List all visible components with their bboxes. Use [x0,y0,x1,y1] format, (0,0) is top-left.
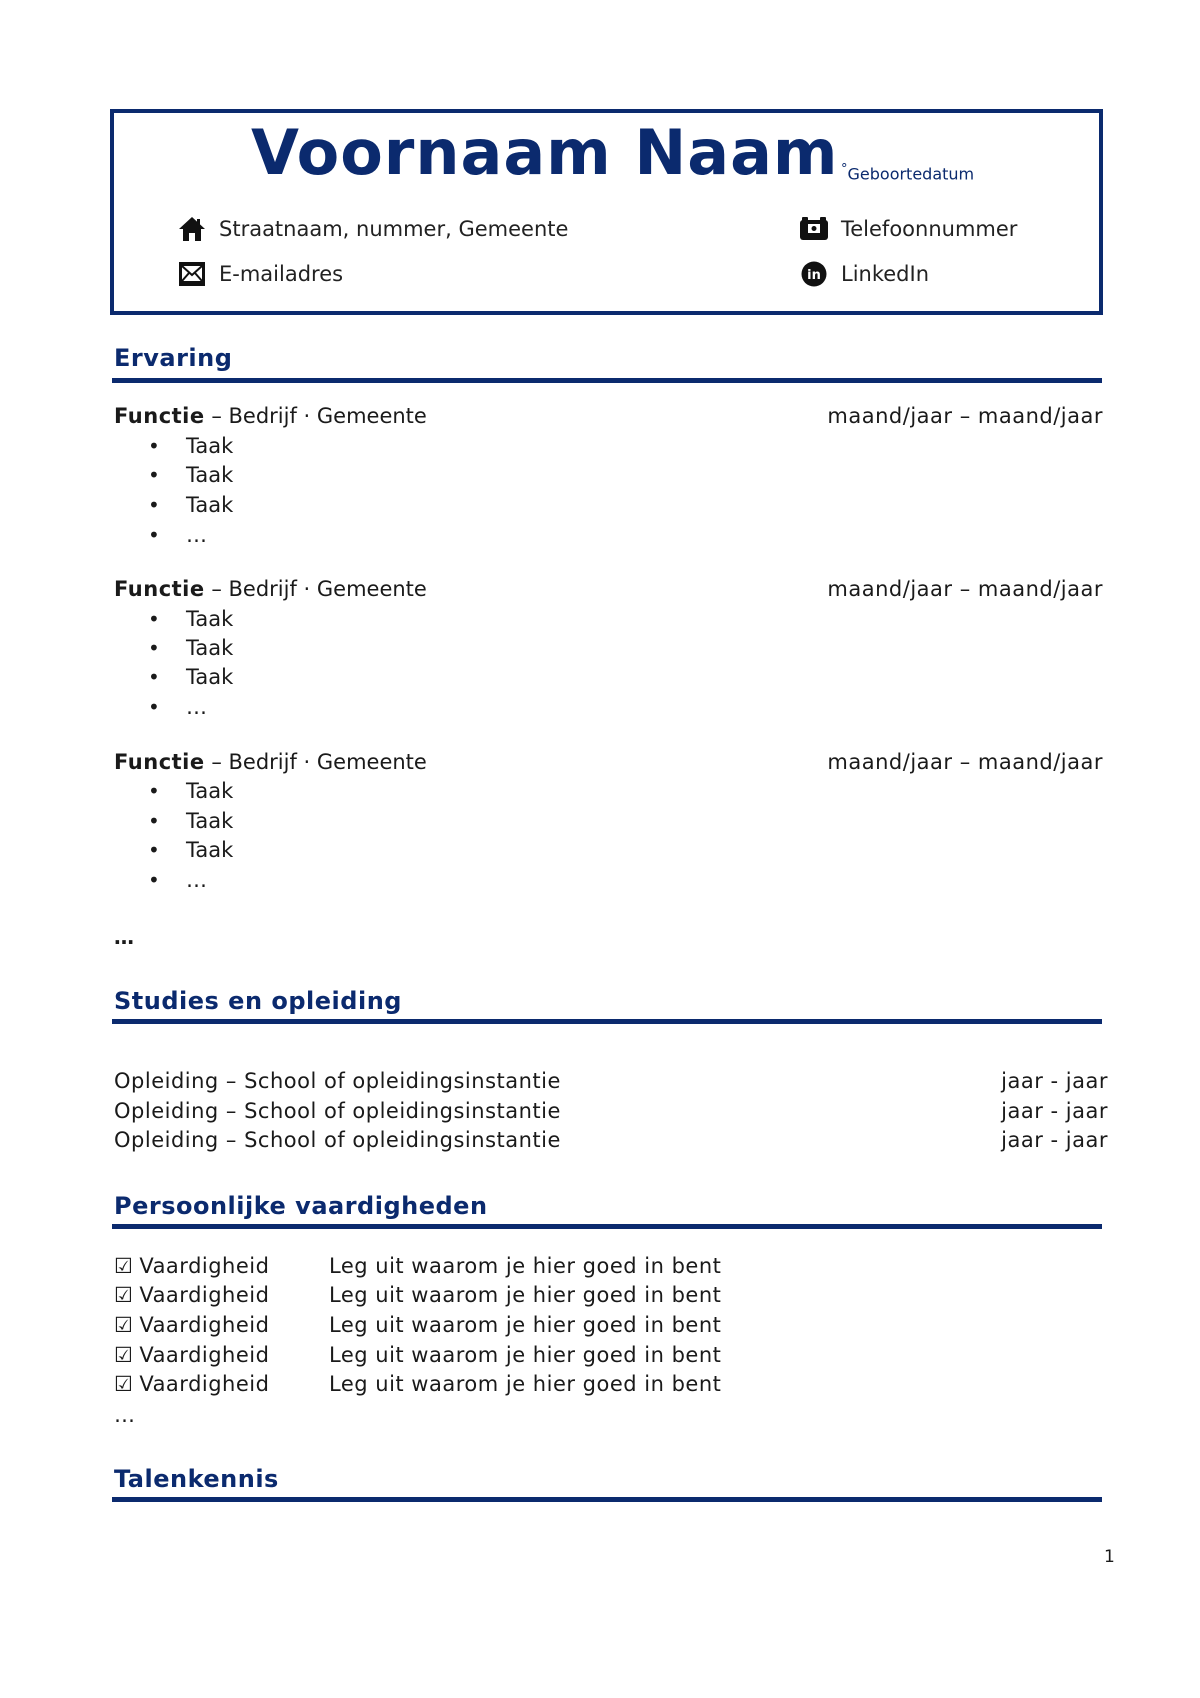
phone-text[interactable]: Telefoonnummer [841,217,1018,241]
skill-name: Vaardigheid [139,1343,270,1367]
birth-date [841,162,974,183]
task-item: • … [148,523,207,547]
skill-name: Vaardigheid [139,1372,270,1396]
job-company: – Bedrijf · Gemeente [204,750,427,774]
section-rule [112,378,1102,383]
task-item: • Taak [148,809,234,833]
skill-item [114,1313,269,1338]
section-title-skills: Persoonlijke vaardigheden [114,1192,488,1220]
job-title-line [114,577,427,602]
skill-name: Vaardigheid [139,1254,270,1278]
contact-email[interactable] [177,259,343,289]
phone-icon [799,214,829,244]
task-item: • Taak [148,607,234,631]
contact-address [177,214,568,244]
education-years: jaar - jaar [1001,1128,1108,1152]
section-title-languages: Talenkennis [114,1465,279,1493]
skill-item [114,1254,269,1279]
job-function: Functie [114,577,205,601]
section-title-experience: Ervaring [114,344,233,372]
skill-description: Leg uit waarom je hier goed in bent [329,1283,722,1307]
skill-description: Leg uit waarom je hier goed in bent [329,1254,722,1278]
task-item: • … [148,695,207,719]
job-company: – Bedrijf · Gemeente [204,404,427,428]
checkbox-icon: ☑ [114,1343,134,1367]
person-name: Voornaam Naam [251,116,839,189]
linkedin-icon [799,259,829,289]
home-icon [177,214,207,244]
email-text[interactable]: E-mailadres [219,262,344,286]
checkbox-icon: ☑ [114,1283,134,1307]
skill-item [114,1372,269,1397]
checkbox-icon: ☑ [114,1254,134,1278]
task-item: • Taak [148,434,234,458]
svg-text:in: in [807,268,821,283]
job-title-line [114,750,427,775]
task-item: • Taak [148,636,234,660]
job-period: maand/jaar – maand/jaar [827,577,1103,601]
section-rule [112,1497,1102,1502]
skill-description: Leg uit waarom je hier goed in bent [329,1343,722,1367]
skill-description: Leg uit waarom je hier goed in bent [329,1372,722,1396]
job-function: Functie [114,750,205,774]
skill-item [114,1283,269,1308]
section-rule [112,1019,1102,1024]
contact-linkedin[interactable] [799,259,929,289]
mail-icon [177,259,207,289]
skill-description: Leg uit waarom je hier goed in bent [329,1313,722,1337]
skill-name: Vaardigheid [139,1283,270,1307]
checkbox-icon: ☑ [114,1372,134,1396]
address-text: Straatnaam, nummer, Gemeente [219,217,569,241]
education-item: Opleiding – School of opleidingsinstantie [114,1099,561,1123]
task-item: • Taak [148,463,234,487]
job-period: maand/jaar – maand/jaar [827,404,1103,428]
header-box [110,109,1103,315]
section-rule [112,1224,1102,1229]
birth-label: Geboortedatum [847,164,975,184]
task-item: • … [148,868,207,892]
education-years: jaar - jaar [1001,1099,1108,1123]
page-number: 1 [1104,1547,1115,1567]
contact-phone[interactable] [799,214,1017,244]
job-title-line [114,404,427,429]
task-item: • Taak [148,779,234,803]
checkbox-icon: ☑ [114,1313,134,1337]
education-years: jaar - jaar [1001,1069,1108,1093]
section-title-education: Studies en opleiding [114,987,402,1015]
linkedin-text[interactable]: LinkedIn [841,262,930,286]
task-item: • Taak [148,665,234,689]
birth-symbol: ° [841,162,848,177]
education-item: Opleiding – School of opleidingsinstantie [114,1069,561,1093]
skill-item [114,1343,269,1368]
job-company: – Bedrijf · Gemeente [204,577,427,601]
more-experience: … [114,925,134,949]
education-item: Opleiding – School of opleidingsinstantie [114,1128,561,1152]
more-skills: … [114,1403,135,1427]
job-function: Functie [114,404,205,428]
task-item: • Taak [148,838,234,862]
skill-name: Vaardigheid [139,1313,270,1337]
job-period: maand/jaar – maand/jaar [827,750,1103,774]
task-item: • Taak [148,493,234,517]
